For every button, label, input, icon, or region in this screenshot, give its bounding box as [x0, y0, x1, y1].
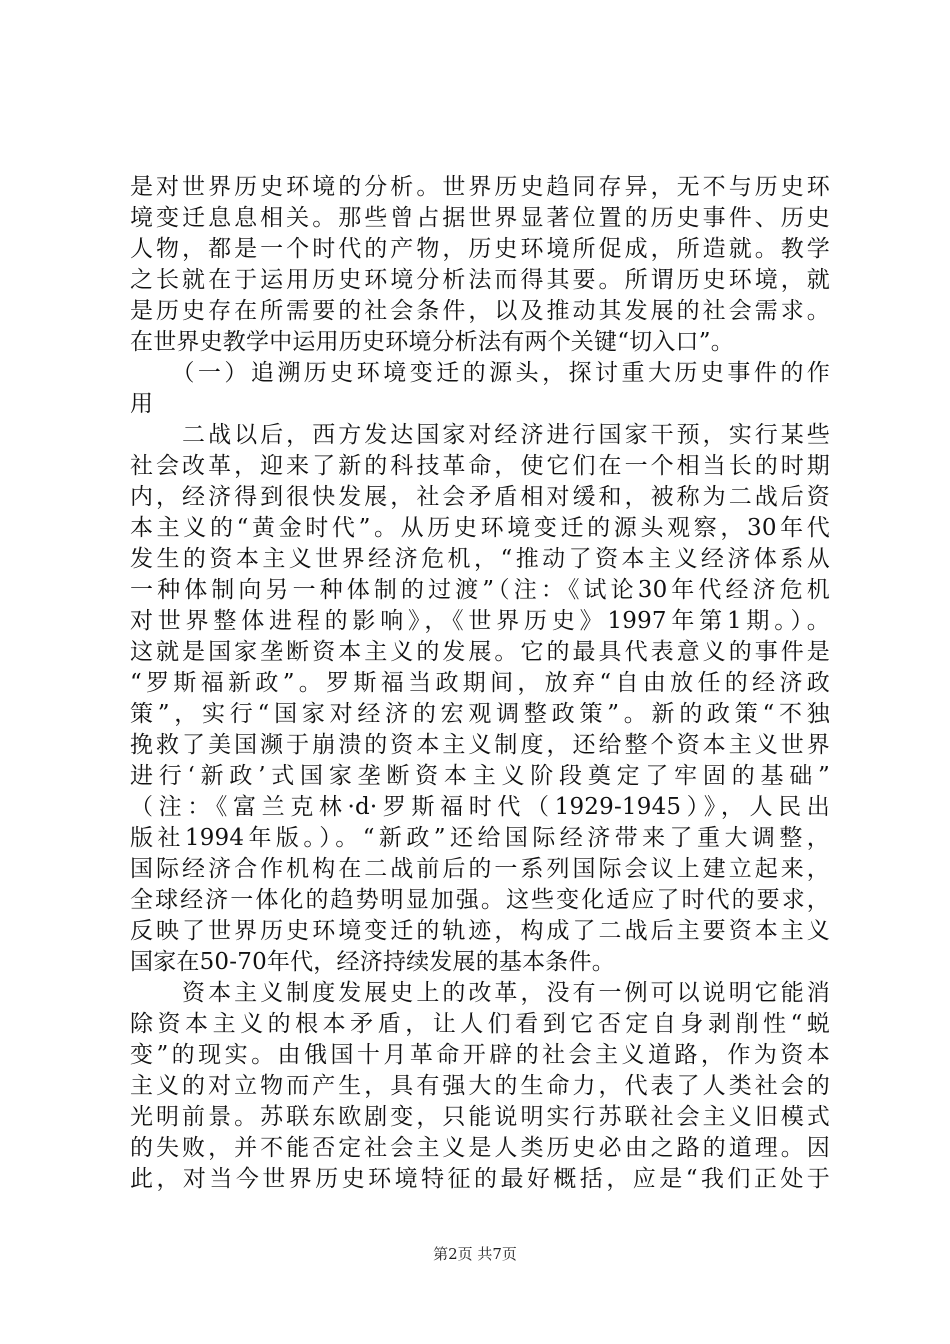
text-line: 除资本主义的根本矛盾，让人们看到它否定自身剥削性“蜕 [130, 1011, 830, 1037]
text-line: 用 [130, 391, 154, 417]
page-footer: 第2页 共7页 [433, 1245, 517, 1263]
text-line: 这就是国家垄断资本主义的发展。它的最具代表意义的事件是 [130, 639, 830, 665]
text-line: 在世界史教学中运用历史环境分析法有两个关键“切入口”。 [130, 329, 734, 355]
text-line: 对世界整体进程的影响》，《世界历史》1997年第1期。）。 [130, 608, 830, 634]
text-line: 境变迁息息相关。那些曾占据世界显著位置的历史事件、历史 [130, 205, 830, 231]
text-line: 策”，实行“国家对经济的宏观调整政策”。新的政策“不独 [130, 701, 830, 727]
text-line: 主义的对立物而产生，具有强大的生命力，代表了人类社会的 [130, 1073, 830, 1099]
text-line: 的失败，并不能否定社会主义是人类历史必由之路的道理。因 [130, 1135, 830, 1161]
text-line: 本主义的“黄金时代”。从历史环境变迁的源头观察，30年代 [130, 515, 830, 541]
text-line: （注：《富兰克林·d·罗斯福时代（1929-1945）》，人民出 [130, 794, 830, 820]
text-line: 二战以后，西方发达国家对经济进行国家干预，实行某些 [130, 422, 830, 448]
text-line: 版社1994年版。）。“新政”还给国际经济带来了重大调整， [130, 825, 830, 851]
text-line: 人物，都是一个时代的产物，历史环境所促成，所造就。教学 [130, 236, 830, 262]
text-line: 进行‘新政’式国家垄断资本主义阶段奠定了牢固的基础” [130, 763, 830, 789]
text-line: 此，对当今世界历史环境特征的最好概括，应是“我们正处于 [130, 1166, 830, 1192]
text-line: 光明前景。苏联东欧剧变，只能说明实行苏联社会主义旧模式 [130, 1104, 830, 1130]
text-line: 国家在50-70年代，经济持续发展的基本条件。 [130, 949, 615, 975]
text-line: 是对世界历史环境的分析。世界历史趋同存异，无不与历史环 [130, 174, 830, 200]
text-line: “罗斯福新政”。罗斯福当政期间，放弃“自由放任的经济政 [130, 670, 830, 696]
text-line: 社会改革，迎来了新的科技革命，使它们在一个相当长的时期 [130, 453, 830, 479]
text-line: 国际经济合作机构在二战前后的一系列国际会议上建立起来， [130, 856, 830, 882]
text-line: 是历史存在所需要的社会条件，以及推动其发展的社会需求。 [130, 298, 830, 324]
document-body [130, 172, 830, 1195]
text-line: 发生的资本主义世界经济危机，“推动了资本主义经济体系从 [130, 546, 830, 572]
text-line: （一）追溯历史环境变迁的源头，探讨重大历史事件的作 [130, 360, 830, 386]
text-line: 之长就在于运用历史环境分析法而得其要。所谓历史环境，就 [130, 267, 830, 293]
text-line: 内，经济得到很快发展，社会矛盾相对缓和，被称为二战后资 [130, 484, 830, 510]
text-line: 挽救了美国濒于崩溃的资本主义制度，还给整个资本主义世界 [130, 732, 830, 758]
text-line: 一种体制向另一种体制的过渡”（注：《试论30年代经济危机 [130, 577, 830, 603]
text-line: 变”的现实。由俄国十月革命开辟的社会主义道路，作为资本 [130, 1042, 830, 1068]
text-line: 反映了世界历史环境变迁的轨迹，构成了二战后主要资本主义 [130, 918, 830, 944]
text-line: 全球经济一体化的趋势明显加强。这些变化适应了时代的要求， [130, 887, 830, 913]
text-line: 资本主义制度发展史上的改革，没有一例可以说明它能消 [130, 980, 830, 1006]
